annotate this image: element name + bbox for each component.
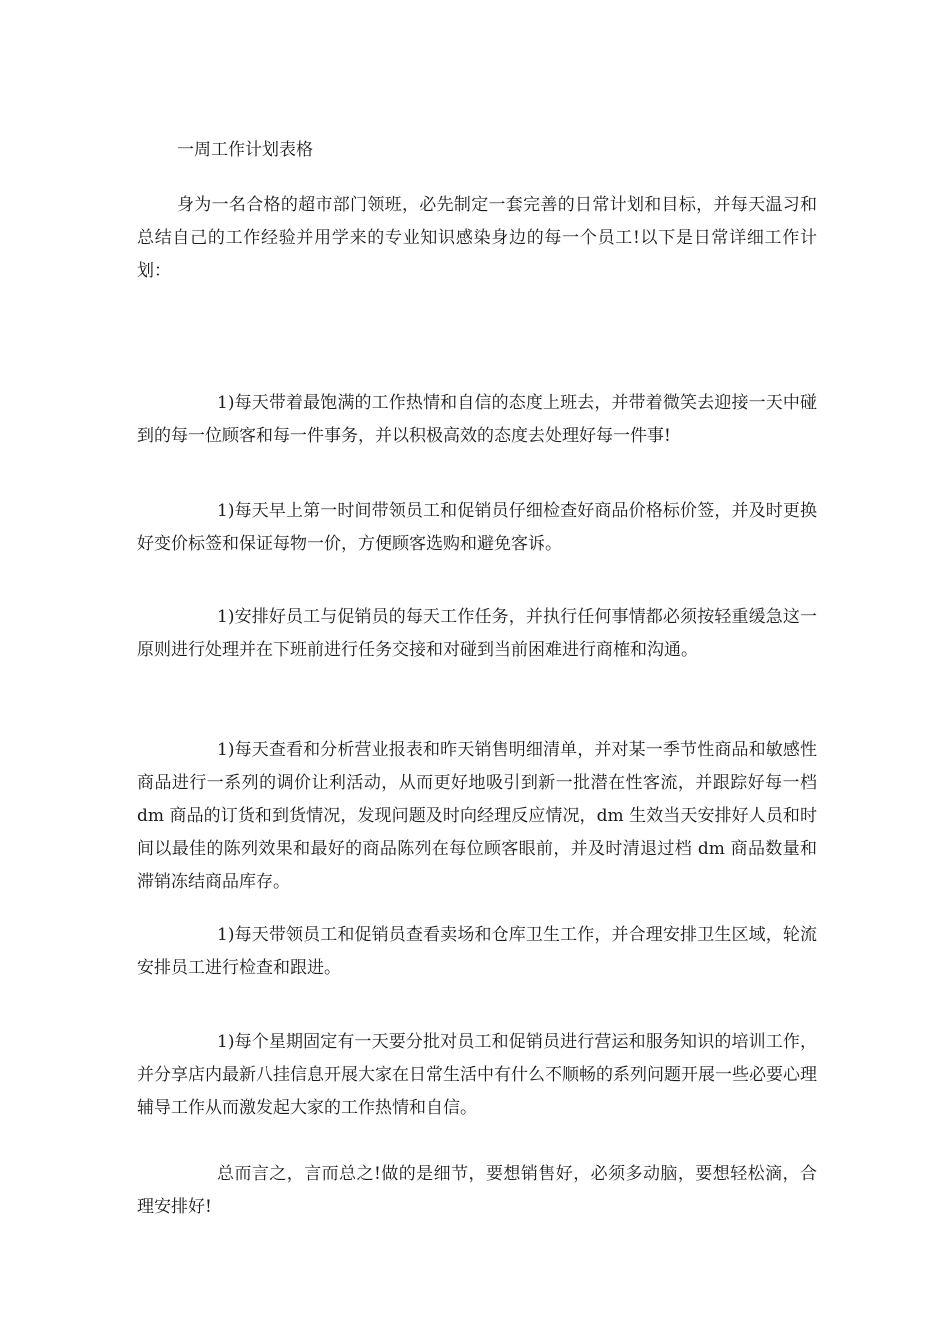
summary-paragraph: 总而言之，言而总之!做的是细节，要想销售好，必须多动脑，要想轻松滴，合理安排好! xyxy=(137,1164,817,1217)
intro-paragraph: 身为一名合格的超市部门领班，必先制定一套完善的日常计划和目标，并每天温习和总结自己的工作经验并用学来的专业知识感染身边的每一个员工!以下是日常详细工作计划： xyxy=(137,195,817,281)
plan-item-1: 1)每天带着最饱满的工作热情和自信的态度上班去，并带着微笑去迎接一天中碰到的每一位顾客和每一件事务，并以积极高效的态度去处理好每一件事! xyxy=(137,393,817,446)
document-title: 一周工作计划表格 xyxy=(177,140,313,160)
plan-item-6: 1)每个星期固定有一天要分批对员工和促销员进行营运和服务知识的培训工作，并分享店内最新八挂信息开展大家在日常生活中有什么不顺畅的系列问题开展一些必要心理辅导工作从而激发起大家的工作热情和自信。 xyxy=(137,1032,817,1118)
plan-item-3: 1)安排好员工与促销员的每天工作任务，并执行任何事情都必须按轻重缓急这一原则进行处理并在下班前进行任务交接和对碰到当前困难进行商榷和沟通。 xyxy=(137,607,817,660)
plan-item-4: 1)每天查看和分析营业报表和昨天销售明细清单，并对某一季节性商品和敏感性商品进行一系列的调价让利活动，从而更好地吸引到新一批潜在性客流，并跟踪好每一档 dm 商品的订货和到货情况，发现问题及时向经理反应情况，dm 生效当天安排好人员和时间以最佳的陈列效果和最好的商品陈列在每位顾客眼前，并及时清退过档 dm 商品数量和滞销冻结商品库存。 xyxy=(137,740,817,892)
plan-item-5: 1)每天带领员工和促销员查看卖场和仓库卫生工作，并合理安排卫生区域，轮流安排员工进行检查和跟进。 xyxy=(137,925,817,978)
plan-item-2: 1)每天早上第一时间带领员工和促销员仔细检查好商品价格标价签，并及时更换好变价标签和保证每物一价，方便顾客选购和避免客诉。 xyxy=(137,501,817,554)
